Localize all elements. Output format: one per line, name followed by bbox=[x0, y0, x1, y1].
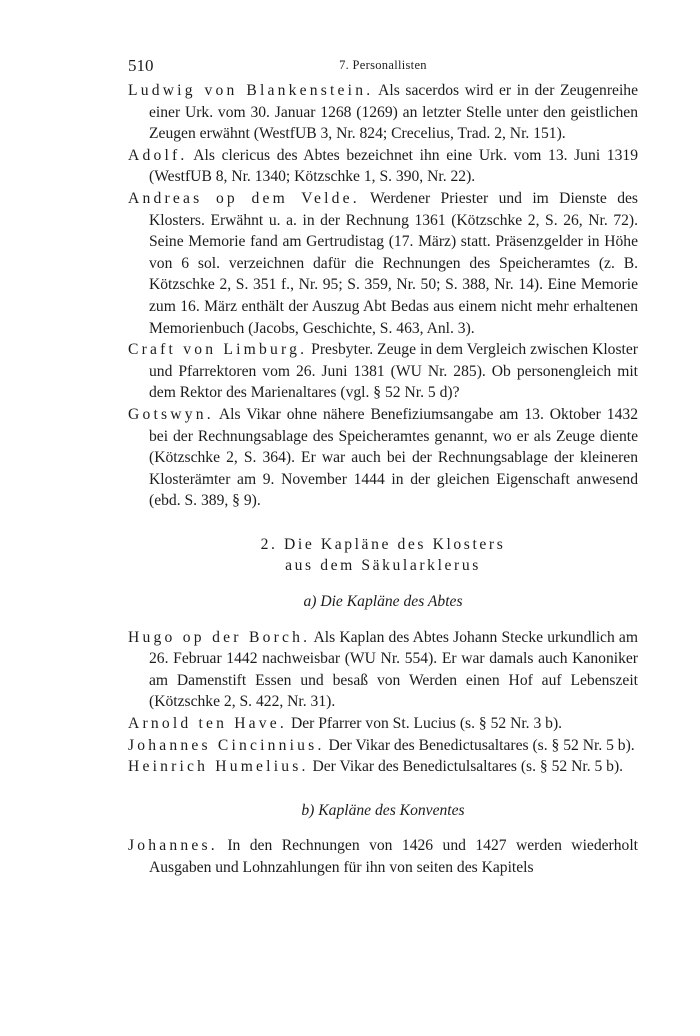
entry-andreas bbox=[128, 188, 638, 339]
entry-arnold bbox=[128, 713, 638, 735]
entry-adolf bbox=[128, 145, 638, 188]
section-heading-line1: 2. Die Kapläne des Klosters bbox=[260, 535, 506, 553]
entry-name: Arnold ten Have. bbox=[128, 715, 288, 733]
entry-text: Presbyter. Zeuge in dem Vergleich zwischen Kloster und Pfarrektoren vom 26. Juni 1381 (WU Nr. 285). Ob personengleich mit dem Rektor des Marienaltares (vgl. § 52 Nr. 5 d)? bbox=[149, 341, 638, 402]
book-page bbox=[128, 50, 638, 879]
entry-text: Werdener Priester und im Dienste des Klosters. Erwähnt u. a. in der Rechnung 1361 (Kötzschke 2, S. 26, Nr. 72). Seine Memorie fand am Gertrudistag (17. März) statt. Präsenzgelder in Höhe von 6 sol. verzeichnen dafür die Rechnungen des Speicheramtes (z. B. Kötzschke 2, S. 351 f., Nr. 95; S. 359, Nr. 50; S. 388, Nr. 14). Eine Memorie zum 16. März enthält der Auszug Abt Bedas aus einem nicht mehr erhaltenen Memorienbuch (Jacobs, Geschichte, S. 463, Anl. 3). bbox=[149, 189, 638, 337]
entry-text: In den Rechnungen von 1426 und 1427 werden wiederholt Ausgaben und Lohnzahlungen für ihn von seiten des Kapitels bbox=[149, 837, 638, 876]
subsection-b-title: b) Kapläne des Konventes bbox=[301, 801, 465, 819]
entry-craft bbox=[128, 339, 638, 404]
entry-ludwig bbox=[128, 80, 638, 145]
entry-name: Gotswyn. bbox=[128, 405, 214, 423]
entry-text: Als sacerdos wird er in der Zeugenreihe einer Urk. vom 30. Januar 1268 (1269) an letzter Stelle unter den geistlichen Zeugen erwähnt (WestfUB 3, Nr. 824; Crecelius, Trad. 2, Nr. 151). bbox=[149, 82, 638, 143]
entry-text: Der Vikar des Benedictulsaltares (s. § 52 Nr. 5 b). bbox=[312, 758, 624, 776]
entry-johannes-cincinnius bbox=[128, 735, 638, 757]
entry-text: Als clericus des Abtes bezeichnet ihn eine Urk. vom 13. Juni 1319 (WestfUB 8, Nr. 1340; Kötzschke 1, S. 390, Nr. 22). bbox=[149, 146, 638, 186]
entry-name: Johannes Cincinnius. bbox=[128, 736, 325, 754]
entry-text: Als Vikar ohne nähere Benefiziumsangabe am 13. Oktober 1432 bei der Rechnungsablage des Speicheramtes genannt, wo er als Zeuge diente (Kötzschke 2, S. 364). Er war auch bei der Rechnungsablage der kleineren Klosterämter am 9. November 1444 in der gleichen Eigenschaft anwesend (ebd. S. 389, § 9). bbox=[149, 405, 638, 510]
running-title: 7. Personallisten bbox=[339, 58, 427, 72]
entry-text: Der Vikar des Benedictusaltares (s. § 52 Nr. 5 b). bbox=[328, 736, 635, 754]
entry-name: Hugo op der Borch. bbox=[128, 628, 311, 646]
running-head bbox=[128, 50, 638, 80]
entries-kaplaene-konvent bbox=[128, 835, 638, 878]
subsection-a-title: a) Die Kapläne des Abtes bbox=[303, 593, 463, 611]
page-number: 510 bbox=[128, 56, 154, 75]
entry-hugo bbox=[128, 627, 638, 713]
section-heading-line2: aus dem Säkularklerus bbox=[285, 557, 481, 575]
entry-name: Andreas op dem Velde. bbox=[128, 189, 360, 207]
entry-name: Ludwig von Blankenstein. bbox=[128, 82, 374, 99]
entry-name: Craft von Limburg. bbox=[128, 341, 308, 359]
entry-name: Adolf. bbox=[128, 146, 188, 164]
entry-name: Johannes. bbox=[128, 837, 218, 855]
entry-johannes bbox=[128, 835, 638, 878]
entry-name: Heinrich Humelius. bbox=[128, 758, 309, 776]
entries-top bbox=[128, 80, 638, 512]
entry-gotswyn bbox=[128, 404, 638, 512]
entry-heinrich bbox=[128, 756, 638, 778]
entry-text: Der Pfarrer von St. Lucius (s. § 52 Nr. 3 b). bbox=[290, 715, 563, 733]
entries-kaplaene-abt bbox=[128, 627, 638, 778]
entry-text: Als Kaplan des Abtes Johann Stecke urkundlich am 26. Februar 1442 nachweisbar (WU Nr. 554). Er war damals auch Kanoniker am Damenstift Essen und besaß von Werden einen Hof auf Lebenszeit (Kötzschke 2, S. 422, Nr. 31). bbox=[149, 628, 638, 711]
